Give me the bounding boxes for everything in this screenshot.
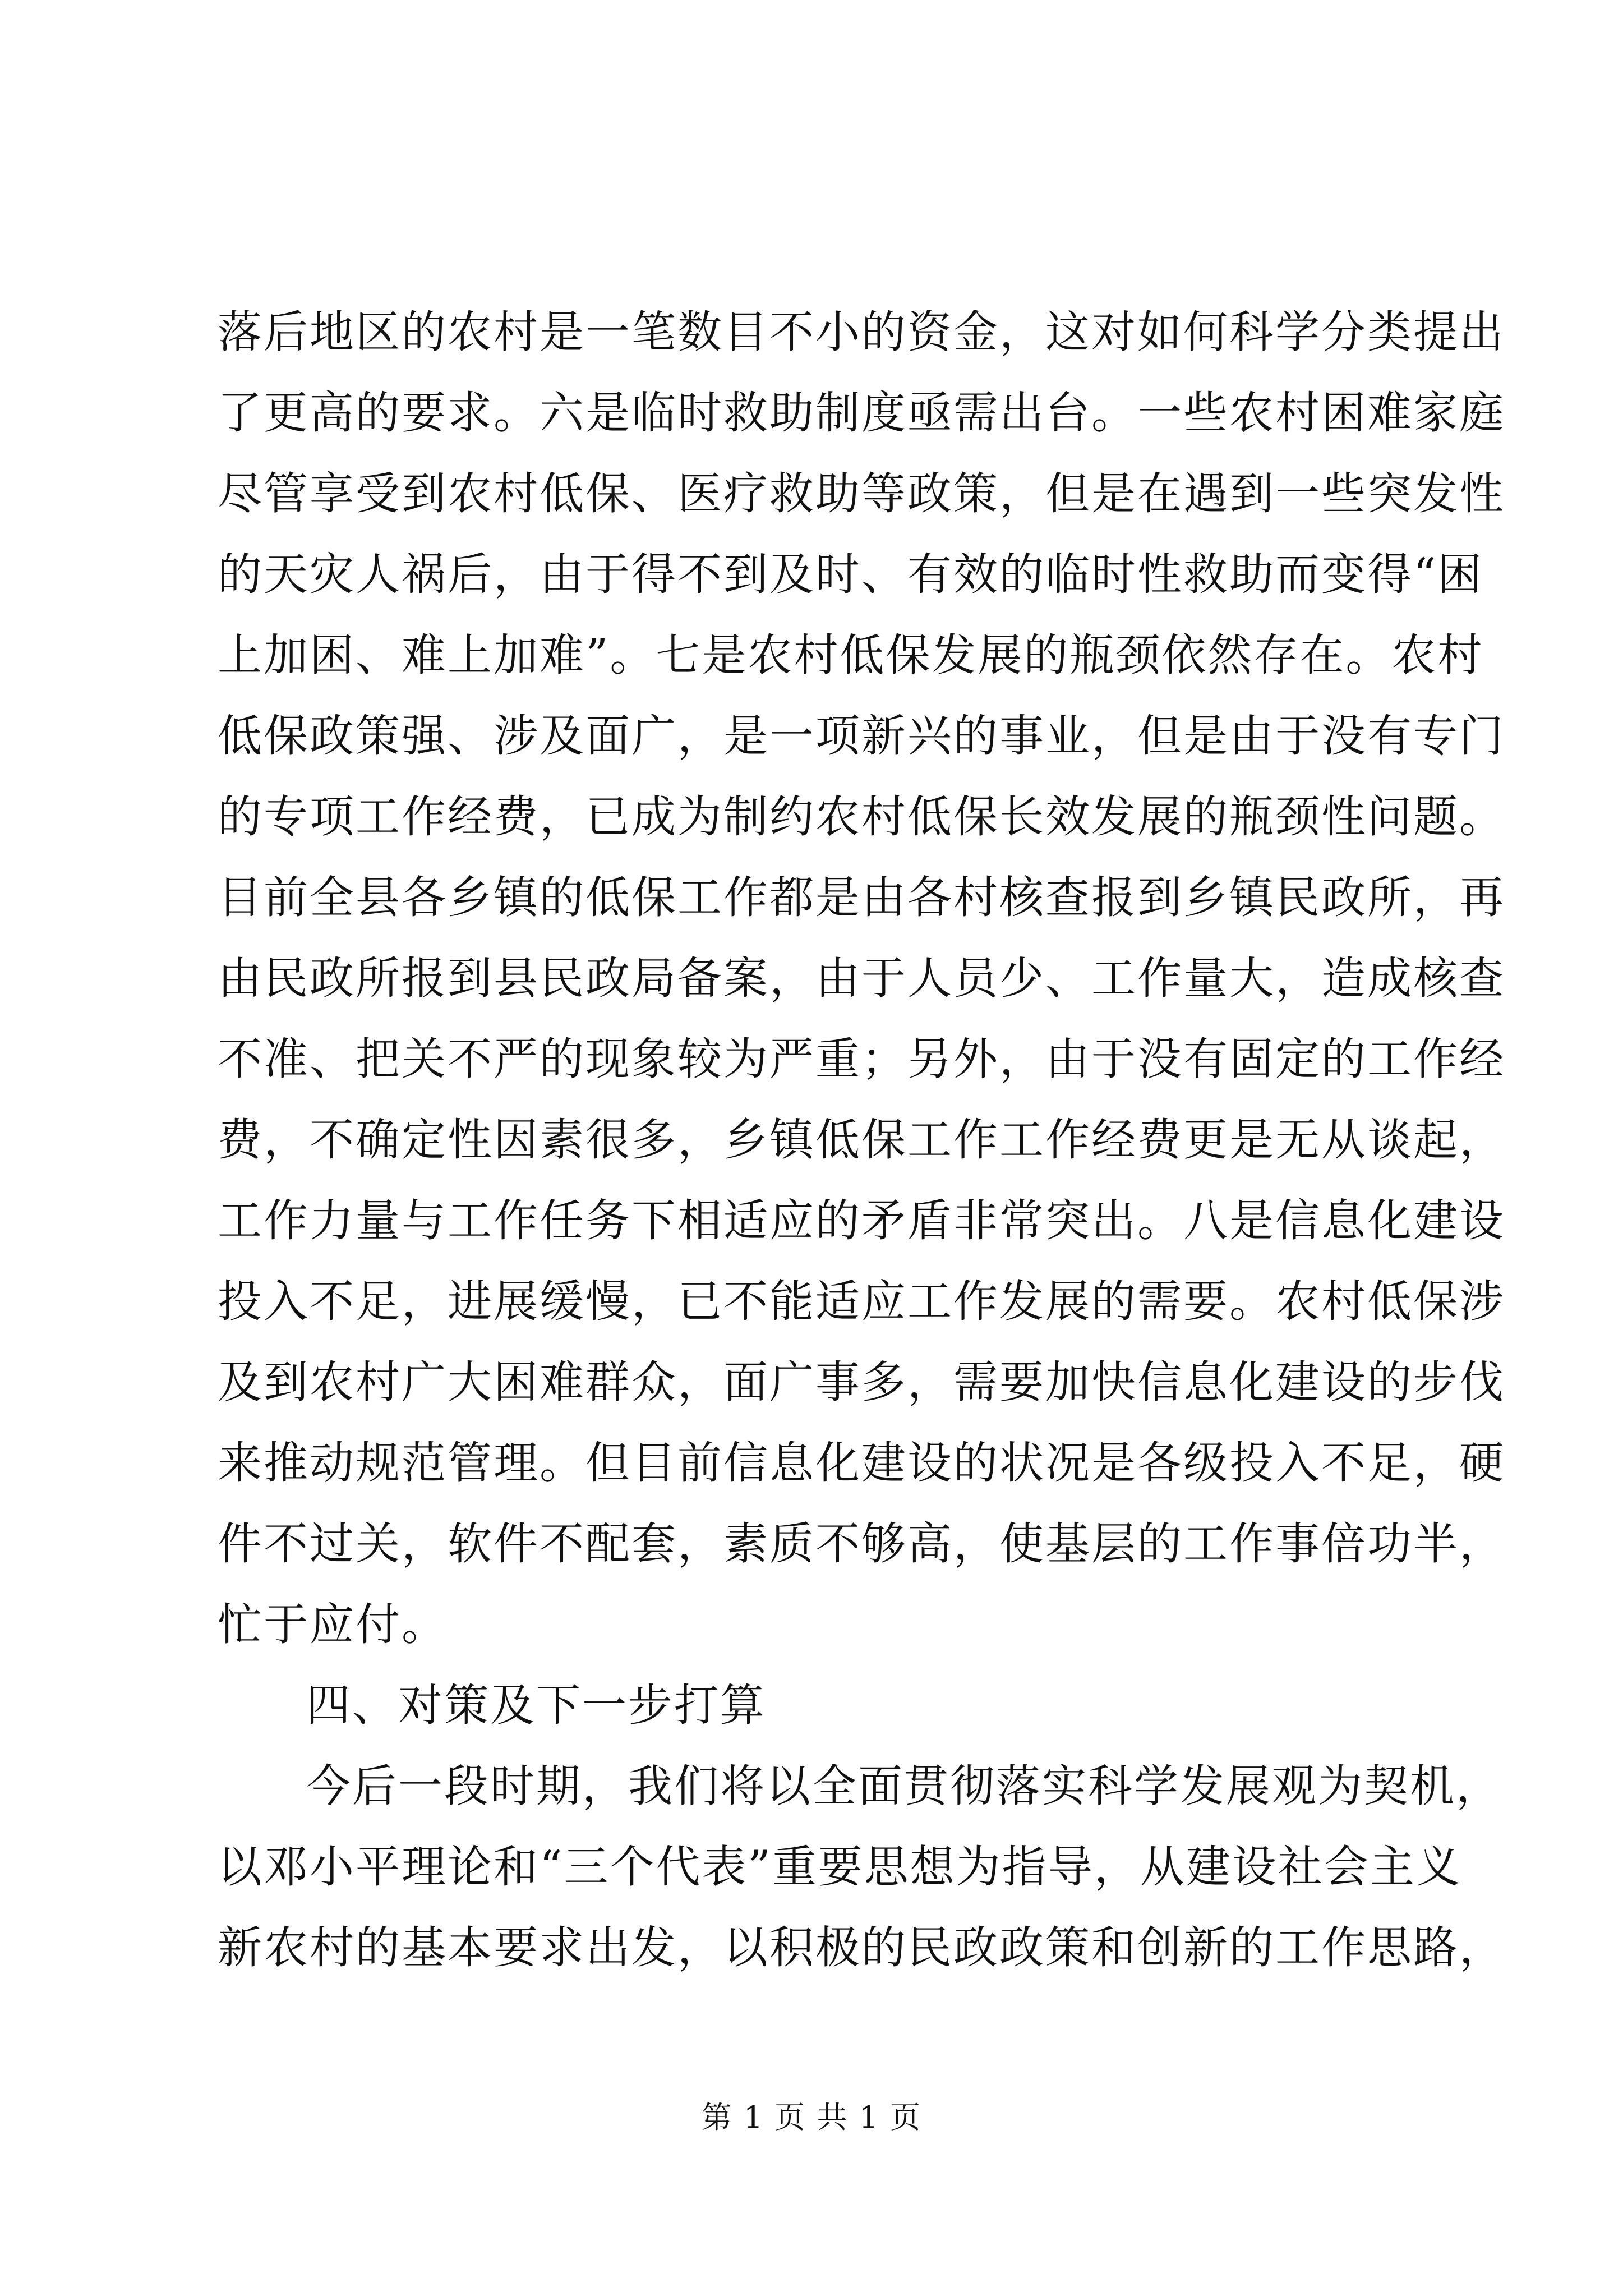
text-line: 工作力量与工作任务下相适应的矛盾非常突出。八是信息化建设 bbox=[218, 1195, 1505, 1246]
text-line: 以邓小平理论和“三个代表”重要思想为指导，从建设社会主义 bbox=[218, 1841, 1462, 1893]
page-footer: 第 1 页 共 1 页 bbox=[701, 2100, 922, 2135]
text-line: 及到农村广大困难群众，面广事多，需要加快信息化建设的步伐 bbox=[218, 1356, 1505, 1408]
body-text bbox=[218, 292, 1505, 1988]
text-line: 不准、把关不严的现象较为严重；另外，由于没有固定的工作经 bbox=[218, 1033, 1505, 1085]
text-line: 的天灾人祸后，由于得不到及时、有效的临时性救助而变得“困 bbox=[218, 549, 1484, 600]
text-line: 的专项工作经费，已成为制约农村低保长效发展的瓶颈性问题。 bbox=[218, 791, 1505, 843]
text-line: 了更高的要求。六是临时救助制度亟需出台。一些农村困难家庭 bbox=[218, 387, 1505, 439]
text-line: 低保政策强、涉及面广，是一项新兴的事业，但是由于没有专门 bbox=[218, 710, 1505, 762]
text-line: 上加困、难上加难”。七是农村低保发展的瓶颈依然存在。农村 bbox=[218, 629, 1484, 681]
text-line: 件不过关，软件不配套，素质不够高，使基层的工作事倍功半， bbox=[218, 1518, 1505, 1570]
text-line: 来推动规范管理。但目前信息化建设的状况是各级投入不足，硬 bbox=[218, 1437, 1505, 1489]
text-line: 今后一段时期，我们将以全面贯彻落实科学发展观为契机， bbox=[306, 1760, 1502, 1812]
text-line: 目前全县各乡镇的低保工作都是由各村核查报到乡镇民政所，再 bbox=[218, 872, 1505, 923]
text-line: 费，不确定性因素很多，乡镇低保工作工作经费更是无从谈起， bbox=[218, 1114, 1505, 1166]
text-line: 尽管享受到农村低保、医疗救助等政策，但是在遇到一些突发性 bbox=[218, 468, 1505, 519]
text-line: 新农村的基本要求出发，以积极的民政政策和创新的工作思路， bbox=[218, 1922, 1505, 1973]
text-line: 由民政所报到县民政局备案，由于人员少、工作量大，造成核查 bbox=[218, 953, 1505, 1004]
section-heading: 四、对策及下一步打算 bbox=[306, 1680, 766, 1731]
text-line: 忙于应付。 bbox=[218, 1599, 448, 1650]
text-line: 投入不足，进展缓慢，已不能适应工作发展的需要。农村低保涉 bbox=[218, 1276, 1505, 1327]
text-line: 落后地区的农村是一笔数目不小的资金，这对如何科学分类提出 bbox=[218, 306, 1505, 358]
